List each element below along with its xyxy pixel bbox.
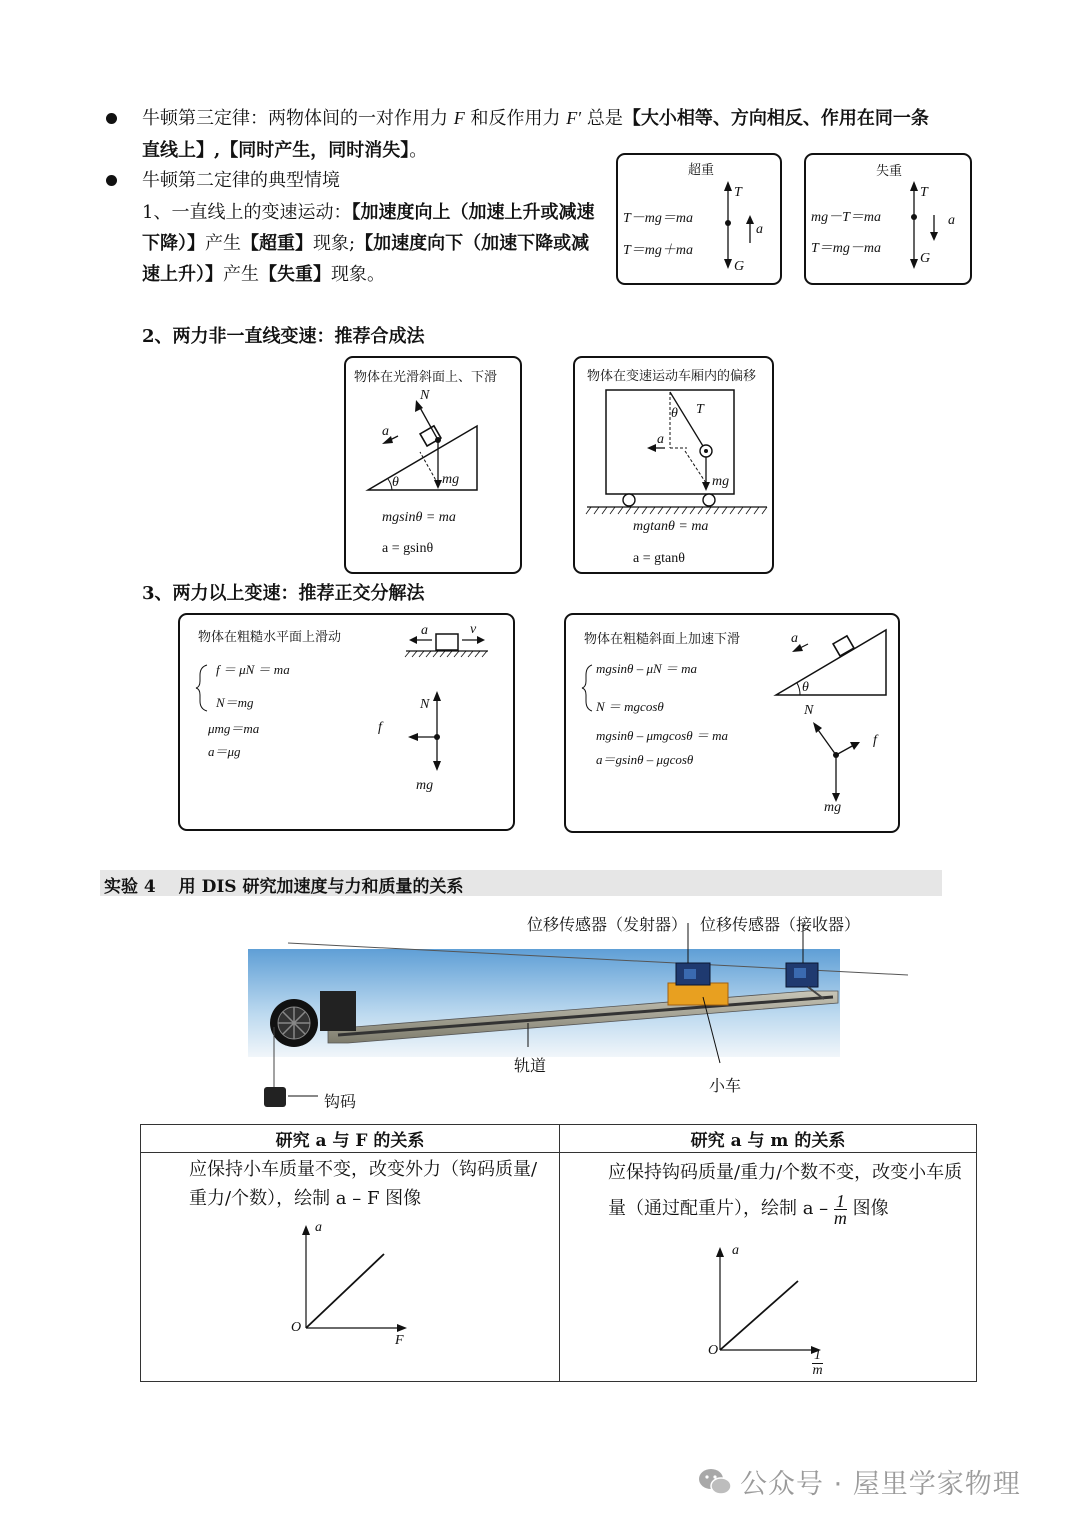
overweight-title: 超重 <box>688 163 715 178</box>
weightless-T-label: T <box>920 185 928 200</box>
weightless-title: 失重 <box>876 164 903 179</box>
experiment-title: 实验 4 用 DIS 研究加速度与力和质量的关系 <box>104 877 464 897</box>
rough-incline-eq1: mgsinθ – μN ＝ ma <box>596 661 698 676</box>
newton2-para1: 1、一直线上的变速运动：【加速度向上（加速上升或减速下降）】产生【超重】现象;【加速度向下（加速下降或减速上升）】产生【失重】现象。 <box>142 202 595 285</box>
wechat-icon <box>698 1467 732 1497</box>
weightless-G-label: G <box>920 251 931 266</box>
car-pendulum-eq1: mgtanθ = ma <box>633 519 709 534</box>
rough-horizontal-eq3: μmg＝ma <box>208 721 260 736</box>
rough-horizontal-f-label: f <box>378 720 382 735</box>
smooth-incline-mg-label: mg <box>442 472 460 487</box>
label-track: 轨道 <box>514 1056 547 1075</box>
col1-header: 研究 a 与 F 的关系 <box>141 1125 560 1153</box>
smooth-incline-diagram <box>344 356 522 574</box>
graph1-origin: O <box>291 1320 302 1335</box>
rough-incline-eq2: N ＝ mgcosθ <box>596 699 664 714</box>
col2-cell <box>560 1153 977 1382</box>
smooth-incline-eq1: mgsinθ = ma <box>382 510 456 525</box>
car-pendulum-title: 物体在变速运动车厢内的偏移 <box>587 369 757 384</box>
newton3-line2: 直线上】,【同时产生，同时消失】。 <box>142 140 428 161</box>
weightless-a-label: a <box>948 213 955 228</box>
rough-incline-theta-label: θ <box>802 680 809 695</box>
rough-horizontal-eq1: f ＝ μN ＝ ma <box>216 662 290 677</box>
watermark: 公众号 · 屋里学家物理 <box>740 1469 1021 1500</box>
col2-frac-den: m <box>833 1207 847 1228</box>
col1-cell <box>141 1153 560 1382</box>
car-pendulum-drawing <box>575 358 772 572</box>
graph-a-F <box>286 1223 426 1363</box>
rough-horizontal-v-label: v <box>470 622 477 637</box>
smooth-incline-a-label: a <box>382 424 389 439</box>
newton2-title: 牛顿第二定律的典型情境 <box>142 170 340 191</box>
label-cart: 小车 <box>709 1076 742 1095</box>
overweight-a-label: a <box>756 222 763 237</box>
experiment-table <box>140 1124 977 1382</box>
smooth-incline-title: 物体在光滑斜面上、下滑 <box>354 370 498 385</box>
col2-frac-num: 1 <box>835 1190 845 1211</box>
label-weight: 钩码 <box>324 1092 357 1111</box>
newton2-para2: 2、两力非一直线变速：推荐合成法 <box>142 326 425 347</box>
graph2-y-label: a <box>732 1243 739 1258</box>
rough-incline-diagram <box>564 613 900 833</box>
rough-incline-f-label: f <box>873 733 877 748</box>
overweight-diagram <box>616 153 782 285</box>
col2-header: 研究 a 与 m 的关系 <box>560 1125 977 1153</box>
rough-horizontal-N-label: N <box>420 697 430 712</box>
rough-incline-a-label: a <box>791 631 798 646</box>
weightless-diagram <box>804 153 972 285</box>
car-pendulum-eq2: a = gtanθ <box>633 551 685 566</box>
rough-incline-title: 物体在粗糙斜面上加速下滑 <box>584 632 741 647</box>
rough-horizontal-mg-label: mg <box>416 778 434 793</box>
car-pendulum-T-label: T <box>696 402 704 417</box>
car-pendulum-diagram <box>573 356 774 574</box>
rough-incline-mg-label: mg <box>824 800 842 815</box>
bullet <box>106 113 117 124</box>
weightless-eq2: T＝mg－ma <box>811 241 882 256</box>
graph2-origin: O <box>708 1343 719 1358</box>
overweight-eq2: T＝mg＋ma <box>623 243 694 258</box>
label-emitter: 位移传感器（发射器） <box>527 915 688 934</box>
smooth-incline-N-label: N <box>420 388 430 403</box>
rough-incline-eq3: mgsinθ – μmgcosθ ＝ ma <box>596 728 728 743</box>
smooth-incline-drawing <box>346 358 520 572</box>
rough-horizontal-eq2: N＝mg <box>216 695 254 710</box>
graph2-x-label: 1 m <box>812 1348 823 1378</box>
col2-text: 应保持钩码质量/重力/个数不变，改变小车质量（通过配重片），绘制 a – $\frac{1}{m}$ 图像 <box>608 1162 963 1228</box>
graph1-x-label: F <box>395 1333 404 1348</box>
overweight-T-label: T <box>734 185 742 200</box>
rough-horizontal-eq4: a＝μg <box>208 744 241 759</box>
car-pendulum-a-label: a <box>657 432 664 447</box>
newton2-para3: 3、两力以上变速：推荐正交分解法 <box>142 583 425 604</box>
smooth-incline-eq2: a = gsinθ <box>382 541 434 556</box>
rough-horizontal-a-label: a <box>421 623 428 638</box>
rough-incline-drawing <box>566 615 898 831</box>
weightless-eq1: mg－T＝ma <box>811 210 882 225</box>
bullet <box>106 175 117 186</box>
rough-incline-N-label: N <box>804 703 814 718</box>
car-pendulum-theta-label: θ <box>671 406 678 421</box>
rough-horizontal-title: 物体在粗糙水平面上滑动 <box>198 630 342 645</box>
overweight-force-arrows <box>718 175 778 285</box>
car-pendulum-mg-label: mg <box>712 474 730 489</box>
rough-incline-eq4: a＝gsinθ – μgcosθ <box>596 752 694 767</box>
rough-horizontal-diagram <box>178 613 515 831</box>
smooth-incline-theta-label: θ <box>392 475 399 490</box>
dis-apparatus-photo <box>248 935 848 1115</box>
col1-text: 应保持小车质量不变，改变外力（钩码质量/重力/个数），绘制 a – F 图像 <box>189 1159 538 1209</box>
graph1-y-label: a <box>315 1220 322 1235</box>
weightless-force-arrows <box>904 175 964 285</box>
overweight-eq1: T－mg＝ma <box>623 211 694 226</box>
overweight-G-label: G <box>734 259 745 274</box>
label-receiver: 位移传感器（接收器） <box>700 915 861 934</box>
newton3-line1: 牛顿第三定律：两物体间的一对作用力 F 和反作用力 F′ 总是【大小相等、方向相反、作用在同一条 <box>142 108 929 129</box>
